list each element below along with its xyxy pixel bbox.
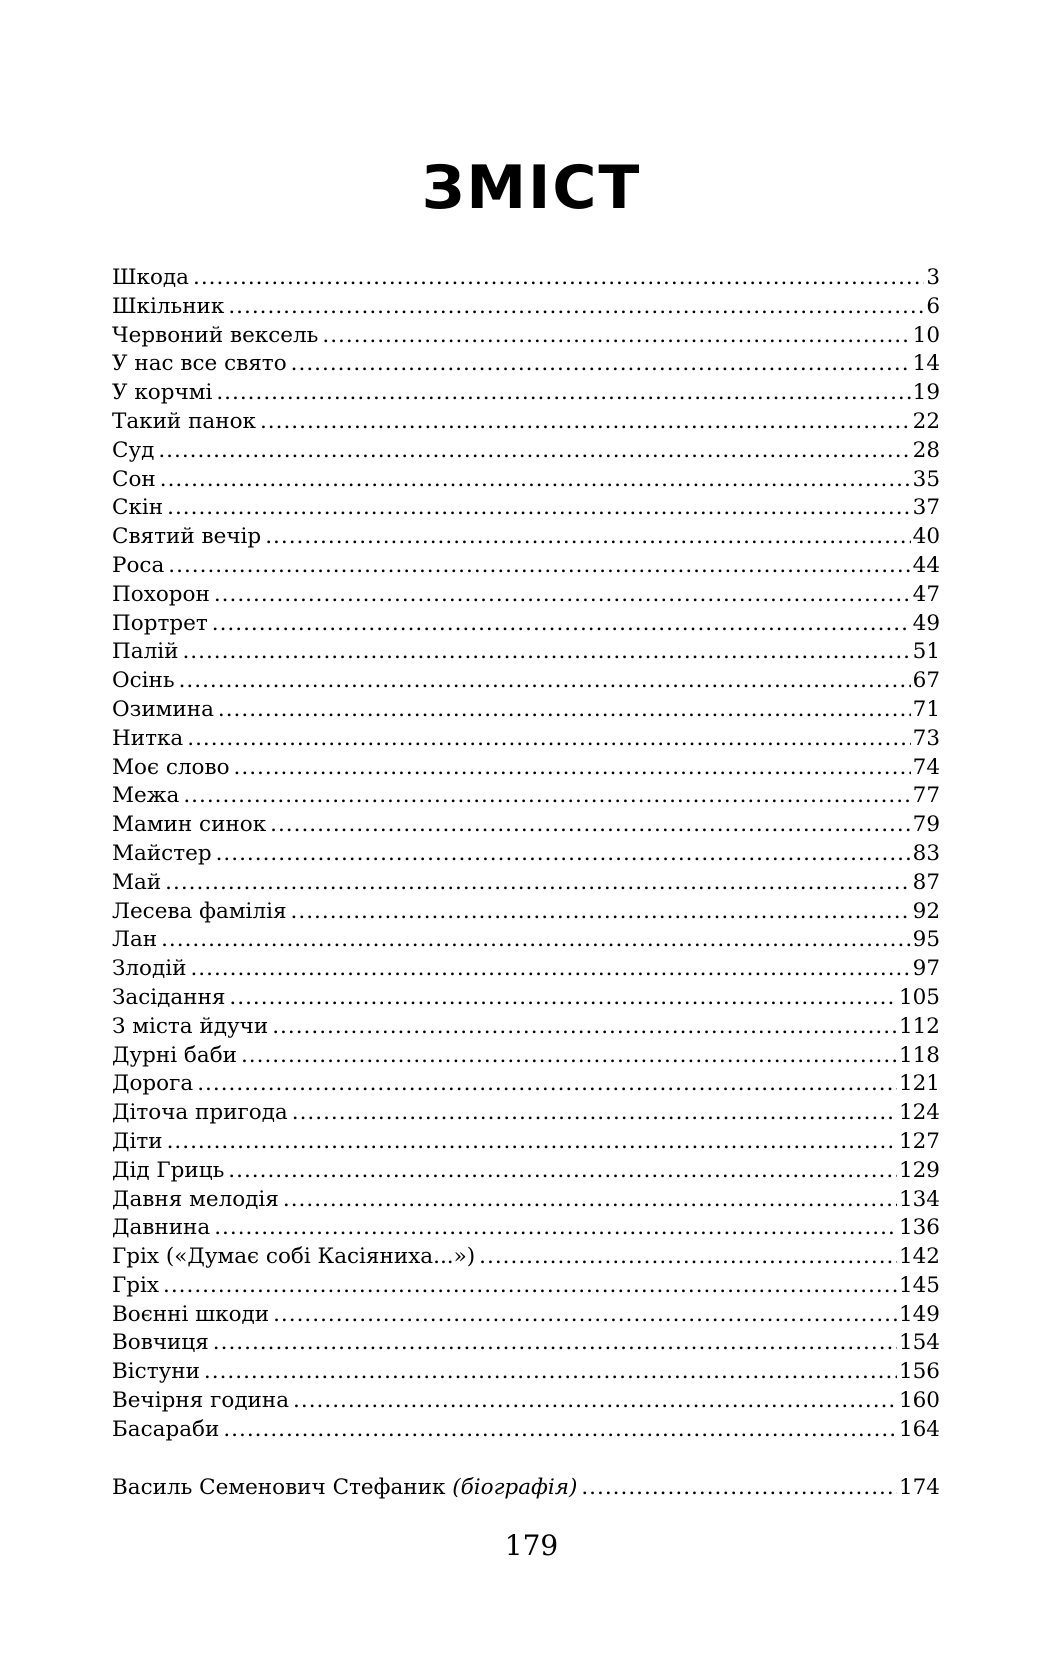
toc-entry bbox=[112, 437, 940, 466]
toc-entry-title: Суд bbox=[112, 437, 155, 463]
toc-entry bbox=[112, 322, 940, 351]
toc-leader-dots bbox=[163, 1272, 897, 1301]
toc-leader-dots bbox=[216, 379, 910, 408]
toc-leader-dots bbox=[270, 811, 911, 840]
toc-entry bbox=[112, 1329, 940, 1358]
toc-entry-title: Діточа пригода bbox=[112, 1100, 288, 1126]
toc-entry-page: 136 bbox=[898, 1215, 940, 1241]
toc-entry-page: 105 bbox=[898, 984, 940, 1010]
toc-entry-page: 79 bbox=[912, 812, 940, 838]
toc-leader-dots bbox=[168, 552, 910, 581]
table-of-contents bbox=[112, 264, 940, 1445]
toc-entry-title: Вовчиця bbox=[112, 1330, 209, 1356]
toc-entry-title: Межа bbox=[112, 783, 180, 809]
toc-entry bbox=[112, 1214, 940, 1243]
toc-leader-dots bbox=[161, 926, 911, 955]
toc-leader-dots bbox=[213, 1329, 897, 1358]
toc-entry bbox=[112, 466, 940, 495]
toc-entry-title: Похорон bbox=[112, 581, 210, 607]
toc-entry-title: Гріх bbox=[112, 1272, 159, 1298]
toc-entry bbox=[112, 1099, 940, 1128]
toc-entry-page: 10 bbox=[912, 322, 940, 348]
toc-leader-dots bbox=[283, 1186, 897, 1215]
toc-leader-dots bbox=[167, 1128, 897, 1157]
toc-entry-page: 134 bbox=[898, 1186, 940, 1212]
toc-leader-dots bbox=[291, 350, 911, 379]
toc-entry-title: Воєнні шкоди bbox=[112, 1301, 270, 1327]
toc-entry-page: 73 bbox=[912, 725, 940, 751]
toc-entry bbox=[112, 1387, 940, 1416]
toc-entry-title: Вістуни bbox=[112, 1359, 200, 1385]
toc-entry-page: 121 bbox=[898, 1071, 940, 1097]
toc-entry-page: 97 bbox=[912, 956, 940, 982]
toc-entry-page: 154 bbox=[898, 1330, 940, 1356]
toc-entry bbox=[112, 696, 940, 725]
toc-leader-dots bbox=[193, 264, 924, 293]
toc-leader-dots bbox=[212, 610, 911, 639]
toc-entry bbox=[112, 523, 940, 552]
toc-entry bbox=[112, 811, 940, 840]
toc-entry-page: 112 bbox=[898, 1013, 940, 1039]
toc-entry-page: 37 bbox=[912, 495, 940, 521]
toc-entry-page: 71 bbox=[912, 696, 940, 722]
toc-entry-title: Мамин синок bbox=[112, 812, 267, 838]
toc-entry-title: Вечірня година bbox=[112, 1388, 290, 1414]
toc-entry-title: Святий вечір bbox=[112, 524, 262, 550]
toc-leader-dots bbox=[581, 1474, 897, 1503]
toc-entry bbox=[112, 1358, 940, 1387]
toc-entry-note: (біографія) bbox=[452, 1475, 578, 1500]
toc-entry-page: 160 bbox=[898, 1388, 940, 1414]
toc-entry bbox=[112, 1042, 940, 1071]
toc-entry-page: 95 bbox=[912, 927, 940, 953]
toc-entry bbox=[112, 1301, 940, 1330]
toc-entry bbox=[112, 782, 940, 811]
toc-entry-page: 164 bbox=[898, 1416, 940, 1442]
toc-entry bbox=[112, 1416, 940, 1445]
toc-leader-dots bbox=[479, 1243, 897, 1272]
toc-entry-page: 118 bbox=[898, 1042, 940, 1068]
toc-entry bbox=[112, 581, 940, 610]
toc-entry bbox=[112, 754, 940, 783]
toc-entry-title: Гріх («Думає собі Касіяниха...») bbox=[112, 1244, 476, 1270]
toc-entry bbox=[112, 869, 940, 898]
toc-entry bbox=[112, 552, 940, 581]
toc-entry-title: Червоний вексель bbox=[112, 322, 319, 348]
toc-entry-title: Дорога bbox=[112, 1071, 194, 1097]
toc-entry-title: Шкільник bbox=[112, 293, 225, 319]
toc-entry-page: 47 bbox=[912, 581, 940, 607]
toc-entry-page: 14 bbox=[912, 351, 940, 377]
toc-entry-page: 3 bbox=[926, 265, 940, 290]
toc-entry bbox=[112, 1070, 940, 1099]
toc-entry bbox=[112, 955, 940, 984]
toc-entry-title: У корчмі bbox=[112, 380, 213, 406]
toc-entry-title: Злодій bbox=[112, 956, 187, 982]
toc-entry-title: З міста йдучи bbox=[112, 1013, 269, 1039]
toc-entry bbox=[112, 926, 940, 955]
toc-entry-title: Давня мелодія bbox=[112, 1186, 279, 1212]
toc-entry-page: 77 bbox=[912, 783, 940, 809]
toc-entry bbox=[112, 350, 940, 379]
toc-entry-title: Лан bbox=[112, 927, 158, 953]
toc-entry-page: 83 bbox=[912, 840, 940, 866]
toc-leader-dots bbox=[216, 840, 911, 869]
toc-leader-dots bbox=[228, 1157, 897, 1186]
toc-leader-dots bbox=[292, 1099, 897, 1128]
toc-leader-dots bbox=[190, 955, 910, 984]
toc-entry-title: Майстер bbox=[112, 840, 212, 866]
toc-entry-title: Нитка bbox=[112, 725, 184, 751]
toc-leader-dots bbox=[273, 1301, 897, 1330]
toc-leader-dots bbox=[229, 984, 897, 1013]
toc-entry-page: 40 bbox=[912, 524, 940, 550]
toc-entry bbox=[112, 379, 940, 408]
toc-entry-biography bbox=[112, 1474, 940, 1503]
toc-leader-dots bbox=[197, 1070, 897, 1099]
toc-leader-dots bbox=[293, 1387, 897, 1416]
toc-entry-page: 145 bbox=[898, 1272, 940, 1298]
toc-entry-page: 6 bbox=[926, 293, 940, 319]
toc-entry-title: Такий панок bbox=[112, 408, 256, 434]
toc-entry-title: Портрет bbox=[112, 610, 208, 636]
toc-entry bbox=[112, 1186, 940, 1215]
toc-entry-page: 156 bbox=[898, 1359, 940, 1385]
toc-entry bbox=[112, 984, 940, 1013]
toc-entry-page: 67 bbox=[912, 668, 940, 694]
toc-entry-page: 22 bbox=[912, 408, 940, 434]
toc-entry-title: Май bbox=[112, 869, 162, 895]
toc-leader-dots bbox=[182, 638, 910, 667]
toc-entry-page: 129 bbox=[898, 1157, 940, 1183]
toc-entry bbox=[112, 494, 940, 523]
toc-leader-dots bbox=[265, 523, 910, 552]
toc-entry bbox=[112, 1128, 940, 1157]
toc-entry-title: Лесева фамілія bbox=[112, 898, 287, 924]
page-title: ЗМІСТ bbox=[421, 153, 642, 223]
toc-entry bbox=[112, 1157, 940, 1186]
toc-leader-dots bbox=[234, 754, 911, 783]
toc-entry bbox=[112, 293, 940, 322]
toc-entry-page: 127 bbox=[898, 1128, 940, 1154]
toc-entry bbox=[112, 638, 940, 667]
toc-entry-page: 87 bbox=[912, 869, 940, 895]
toc-leader-dots bbox=[187, 725, 910, 754]
toc-entry bbox=[112, 1243, 940, 1272]
toc-entry-page: 142 bbox=[898, 1244, 940, 1270]
toc-entry-page: 44 bbox=[912, 552, 940, 578]
toc-entry bbox=[112, 898, 940, 927]
toc-entry bbox=[112, 667, 940, 696]
toc-entry-page: 28 bbox=[912, 437, 940, 463]
toc-entry bbox=[112, 610, 940, 639]
toc-leader-dots bbox=[223, 1416, 897, 1445]
toc-entry-title: Шкода bbox=[112, 265, 189, 290]
toc-entry-title: Басараби bbox=[112, 1416, 220, 1442]
toc-leader-dots bbox=[158, 437, 910, 466]
toc-leader-dots bbox=[183, 782, 910, 811]
toc-entry-title: Озимина bbox=[112, 696, 214, 722]
toc-entry bbox=[112, 408, 940, 437]
toc-entry-title: Скін bbox=[112, 495, 164, 521]
toc-entry-page: 74 bbox=[912, 754, 940, 780]
toc-entry-page: 92 bbox=[912, 898, 940, 924]
toc-entry-title: Засідання bbox=[112, 984, 226, 1010]
toc-entry-title: Дід Гриць bbox=[112, 1157, 225, 1183]
toc-entry-title: Василь Семенович Стефаник (біографія) bbox=[112, 1475, 578, 1500]
toc-leader-dots bbox=[218, 696, 911, 725]
toc-entry-page: 124 bbox=[898, 1100, 940, 1126]
toc-entry-title: Дурні баби bbox=[112, 1042, 237, 1068]
toc-leader-dots bbox=[291, 898, 911, 927]
toc-leader-dots bbox=[228, 293, 924, 322]
toc-entry bbox=[112, 840, 940, 869]
toc-entry-title: Діти bbox=[112, 1128, 163, 1154]
toc-entry-title: Палій bbox=[112, 639, 179, 665]
toc-leader-dots bbox=[214, 1214, 897, 1243]
toc-entry bbox=[112, 1272, 940, 1301]
toc-leader-dots bbox=[167, 494, 911, 523]
toc-entry-title: Роса bbox=[112, 552, 165, 578]
toc-entry-title: Осінь bbox=[112, 668, 175, 694]
toc-leader-dots bbox=[214, 581, 911, 610]
toc-entry bbox=[112, 725, 940, 754]
toc-entry-page: 35 bbox=[912, 466, 940, 492]
toc-entry bbox=[112, 264, 940, 293]
toc-leader-dots bbox=[322, 322, 910, 351]
toc-entry-page: 19 bbox=[912, 380, 940, 406]
toc-entry-title: Моє слово bbox=[112, 754, 230, 780]
page-number: 179 bbox=[504, 1529, 559, 1562]
toc-entry-title: Сон bbox=[112, 466, 156, 492]
toc-entry-page: 51 bbox=[912, 639, 940, 665]
toc-entry-page: 174 bbox=[898, 1475, 940, 1500]
toc-leader-dots bbox=[165, 869, 910, 898]
toc-leader-dots bbox=[272, 1013, 897, 1042]
toc-entry-page: 149 bbox=[898, 1301, 940, 1327]
toc-entry-title: Давнина bbox=[112, 1215, 211, 1241]
toc-leader-dots bbox=[160, 466, 911, 495]
toc-leader-dots bbox=[204, 1358, 897, 1387]
toc-entry bbox=[112, 1013, 940, 1042]
toc-entry-title: У нас все свято bbox=[112, 351, 287, 377]
toc-leader-dots bbox=[179, 667, 911, 696]
toc-entry-page: 49 bbox=[912, 610, 940, 636]
toc-leader-dots bbox=[241, 1042, 897, 1071]
toc-leader-dots bbox=[260, 408, 911, 437]
